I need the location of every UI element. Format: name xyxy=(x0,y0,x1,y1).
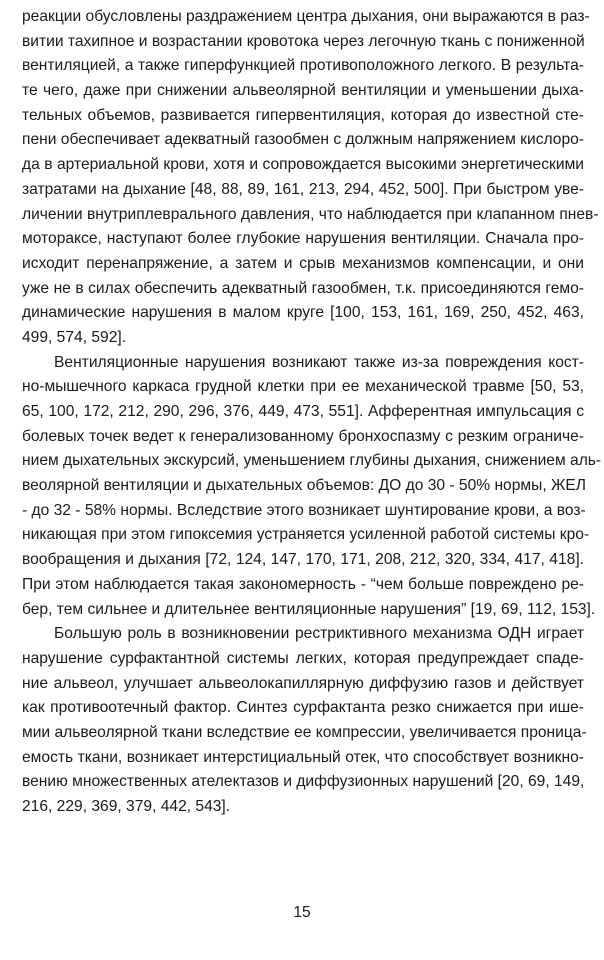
text-line: вообращения и дыхания [72, 124, 147, 170, 171, 208, 212, 320, 334, 417, 418]. xyxy=(22,551,584,569)
text-line: витии тахипное и возрастании кровотока через легочную ткань с пониженной xyxy=(22,32,585,50)
text-line: - до 32 - 58% нормы. Вследствие этого возникает шунтирование крови, а воз- xyxy=(22,501,586,519)
text-line: Вентиляционные нарушения возникают также из-за повреждения кост- xyxy=(54,353,584,371)
text-line: пени обеспечивает адекватный газообмен с должным напряжением кислоро- xyxy=(22,131,584,149)
page-number: 15 xyxy=(293,904,311,921)
text-line: личении внутриплеврального давления, что наблюдается при клапанном пнев- xyxy=(22,205,599,223)
text-line: 65, 100, 172, 212, 290, 296, 376, 449, 473, 551]. Афферентная импульсация с xyxy=(22,403,584,420)
text-line: мотораксе, наступают более глубокие нарушения вентиляции. Сначала про- xyxy=(22,230,584,248)
text-line: вентиляцией, а также гиперфункцией противоположного легкого. В результа- xyxy=(22,57,584,75)
text-line: но-мышечного каркаса грудной клетки при ее механической травме [50, 53, xyxy=(22,378,584,396)
text-line: исходит перенапряжение, а затем и срыв механизмов компенсации, и они xyxy=(22,254,584,272)
text-line: емость ткани, возникает интерстициальный отек, что способствует возникно- xyxy=(22,748,584,766)
text-line: вению множественных ателектазов и диффузионных нарушений [20, 69, 149, xyxy=(22,773,585,791)
text-line: как противоотечный фактор. Синтез сурфактанта резко снижается при ише- xyxy=(22,699,584,717)
text-line: тельных объемов, развивается гипервентиляция, которая до известной сте- xyxy=(22,106,584,124)
text-line: мии альвеолярной ткани вследствие ее компрессии, увеличивается проница- xyxy=(22,723,587,741)
text-line: нием дыхательных экскурсий, уменьшением глубины дыхания, снижением аль- xyxy=(22,452,602,470)
text-line: уже не в силах обеспечить адекватный газообмен, т.к. присоединяются гемо- xyxy=(22,279,584,297)
text-line: никающая при этом гипоксемия устраняется усиленной работой системы кро- xyxy=(22,526,590,544)
text-line: ние альвеол, улучшает альвеолокапиллярную диффузию газов и действует xyxy=(22,674,584,692)
text-line: 216, 229, 369, 379, 442, 543]. xyxy=(22,798,231,815)
text-line: нарушение сурфактантной системы легких, которая предупреждает спаде- xyxy=(22,649,584,667)
text-line: веолярной вентиляции и дыхательных объемов: ДО до 30 - 50% нормы, ЖЕЛ xyxy=(22,477,587,495)
text-line: реакции обусловлены раздражением центра дыхания, они выражаются в раз- xyxy=(22,8,590,25)
paragraph-1 xyxy=(22,5,599,351)
text-line: Большую роль в возникновении рестриктивного механизма ОДН играет xyxy=(54,625,584,643)
text-line: затратами на дыхание [48, 88, 89, 161, 213, 294, 452, 500]. При быстром уве- xyxy=(22,180,584,198)
text-line: При этом наблюдается такая закономерность - “чем больше повреждено ре- xyxy=(22,575,584,593)
paragraph-2 xyxy=(22,351,602,623)
text-line: бер, тем сильнее и длительнее вентиляционные нарушения” [19, 69, 112, 153]. xyxy=(22,600,596,618)
text-line: 499, 574, 592]. xyxy=(22,328,127,346)
text-line: динамические нарушения в малом круге [100, 153, 161, 169, 250, 452, 463, xyxy=(22,304,584,322)
text-line: да в артериальной крови, хотя и сопровождается высокими энергетическими xyxy=(22,156,584,174)
paragraph-3 xyxy=(22,622,587,820)
body-text xyxy=(22,5,602,820)
text-line: болевых точек ведет к генерализованному бронхоспазму с резким ограниче- xyxy=(22,427,584,445)
text-line: те чего, даже при снижении альвеолярной вентиляции и уменьшении дыха- xyxy=(22,82,584,100)
